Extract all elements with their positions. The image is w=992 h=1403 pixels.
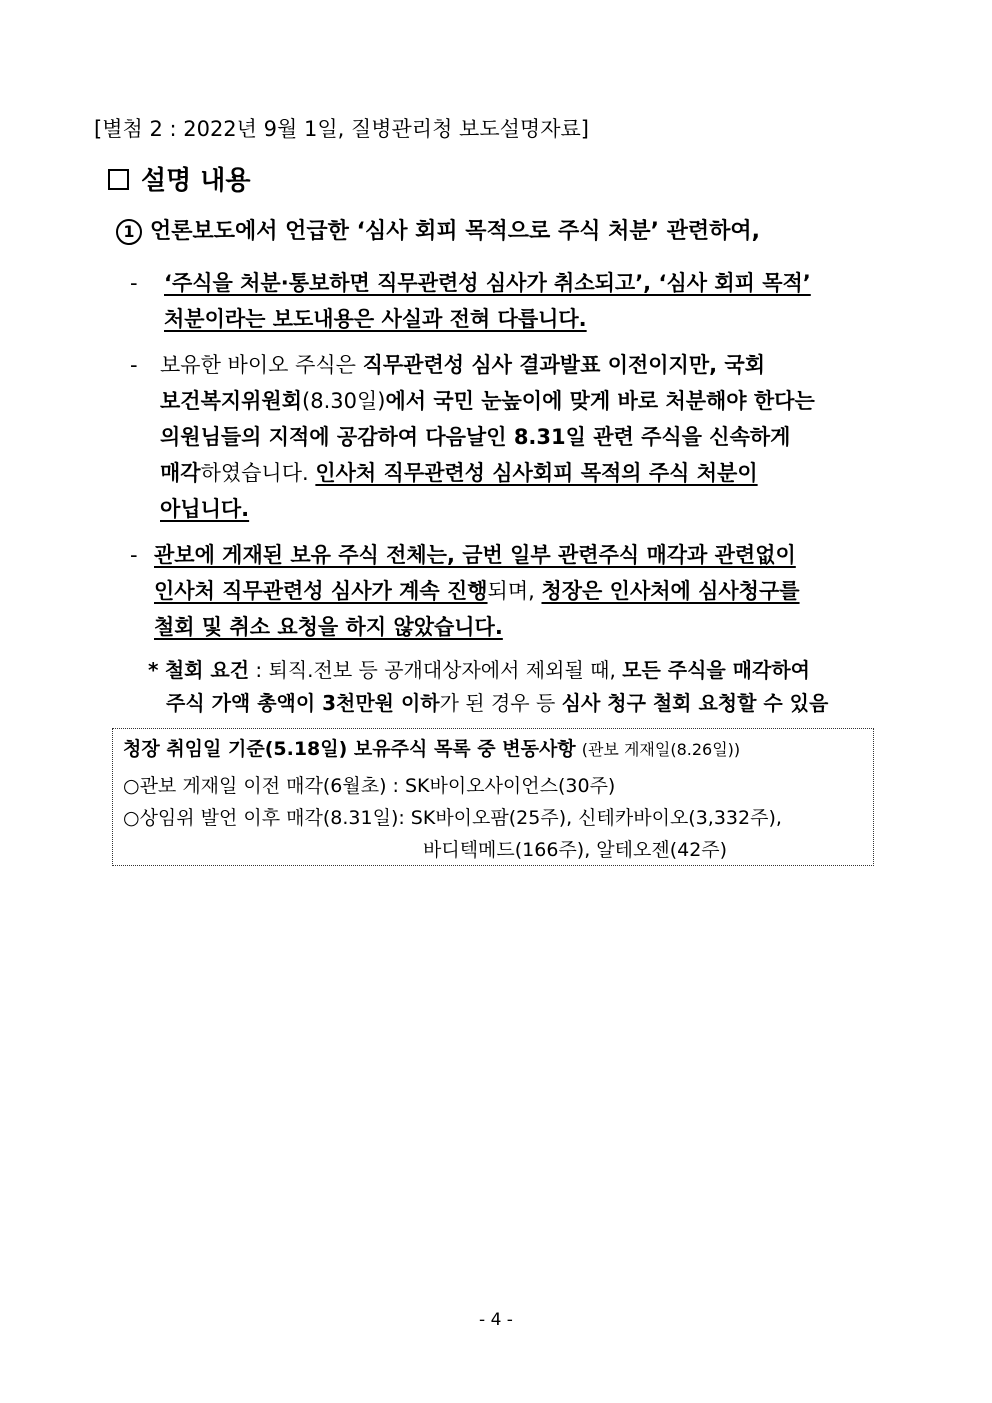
note-bold-text: 철회 요건 bbox=[164, 658, 250, 682]
bullet-a-line-1: ‘주식을 처분·통보하면 직무관련성 심사가 취소되고’, ‘심사 회피 목적’ bbox=[164, 271, 811, 295]
box-row-2: ○상임위 발언 이후 매각(8.31일): SK바이오팜(25주), 신테카바이오(3,332주), bbox=[123, 807, 782, 829]
bullet-c-line-1: 관보에 게재된 보유 주식 전체는, 금번 일부 관련주식 매각과 관련없이 bbox=[154, 543, 796, 567]
box-title-note: (관보 게재일(8.26일)) bbox=[581, 740, 741, 759]
section-title bbox=[108, 160, 251, 197]
bullet-a bbox=[130, 265, 811, 337]
note bbox=[148, 654, 828, 720]
note-star: * bbox=[148, 658, 159, 682]
bullet-b-bold-text: 에서 국민 눈높이에 맞게 바로 처분해야 한다는 bbox=[385, 389, 815, 413]
bullet-b-text: (8.30일) bbox=[302, 389, 386, 413]
holdings-change-box bbox=[112, 728, 874, 866]
note-line-2 bbox=[148, 687, 828, 720]
bullet-b-line-5: 아닙니다. bbox=[160, 497, 250, 521]
box-row-3: 바디텍메드(166주), 알테오젠(42주) bbox=[423, 839, 728, 861]
bullet-b-underlined-text: 인사처 직무관련성 심사회피 목적의 주식 처분이 bbox=[315, 461, 758, 485]
dash-marker: - bbox=[130, 543, 138, 567]
bullet-b-line-4 bbox=[160, 455, 815, 491]
bullet-c-line-2 bbox=[154, 573, 800, 609]
note-bold-text: 심사 청구 철회 요청할 수 있음 bbox=[561, 691, 829, 715]
note-line-1 bbox=[148, 654, 828, 687]
bullet-c-bold-text: 인사처 직무관련성 심사가 계속 진행 bbox=[154, 579, 488, 603]
bullet-b-line-3: 의원님들의 지적에 공감하여 다음날인 8.31일 관련 주식을 신속하게 bbox=[160, 425, 791, 449]
box-title-text: 청장 취임일 기준(5.18일) 보유주식 목록 중 변동사항 bbox=[123, 738, 576, 760]
dash-marker: - bbox=[130, 271, 138, 295]
checkbox-square-icon bbox=[108, 169, 129, 190]
note-bold-text: 주식 가액 총액이 3천만원 이하 bbox=[166, 691, 440, 715]
bullet-c-line-3: 철회 및 취소 요청을 하지 않았습니다. bbox=[154, 615, 503, 639]
note-bold-text: 모든 주식을 매각하여 bbox=[622, 658, 810, 682]
section-title-text: 설명 내용 bbox=[141, 166, 251, 196]
bullet-c-underlined-text: 청장은 인사처에 심사청구를 bbox=[541, 579, 800, 603]
dash-marker: - bbox=[130, 353, 138, 377]
bullet-c-text: 되며, bbox=[487, 579, 542, 603]
bullet-b bbox=[130, 347, 815, 527]
bullet-a-line-2: 처분이라는 보도내용은 사실과 전혀 다릅니다. bbox=[164, 307, 587, 331]
box-row-1: ○관보 게재일 이전 매각(6월초) : SK바이오사이언스(30주) bbox=[123, 775, 616, 797]
note-text: 가 된 경우 등 bbox=[439, 691, 562, 715]
item-1-text: 언론보도에서 언급한 ‘심사 회피 목적으로 주식 처분’ 관련하여, bbox=[150, 219, 760, 244]
bullet-b-bold-text: 직무관련성 심사 결과발표 이전이지만, 국회 bbox=[362, 353, 765, 377]
item-1 bbox=[116, 214, 760, 245]
note-text: : 퇴직.전보 등 공개대상자에서 제외될 때, bbox=[249, 658, 623, 682]
circled-number-marker: 1 bbox=[116, 219, 142, 245]
page-number: - 4 - bbox=[479, 1310, 513, 1330]
attachment-label: [별첨 2 : 2022년 9월 1일, 질병관리청 보도설명자료] bbox=[94, 117, 589, 141]
bullet-b-text: 하였습니다. bbox=[200, 461, 316, 485]
bullet-b-line-2 bbox=[160, 383, 815, 419]
bullet-b-line-1 bbox=[160, 347, 815, 383]
bullet-c bbox=[130, 537, 800, 645]
bullet-b-bold-text: 매각 bbox=[160, 461, 201, 485]
bullet-b-text: 보유한 바이오 주식은 bbox=[160, 353, 363, 377]
bullet-b-bold-text: 보건복지위원회 bbox=[160, 389, 303, 413]
box-title bbox=[123, 733, 863, 766]
